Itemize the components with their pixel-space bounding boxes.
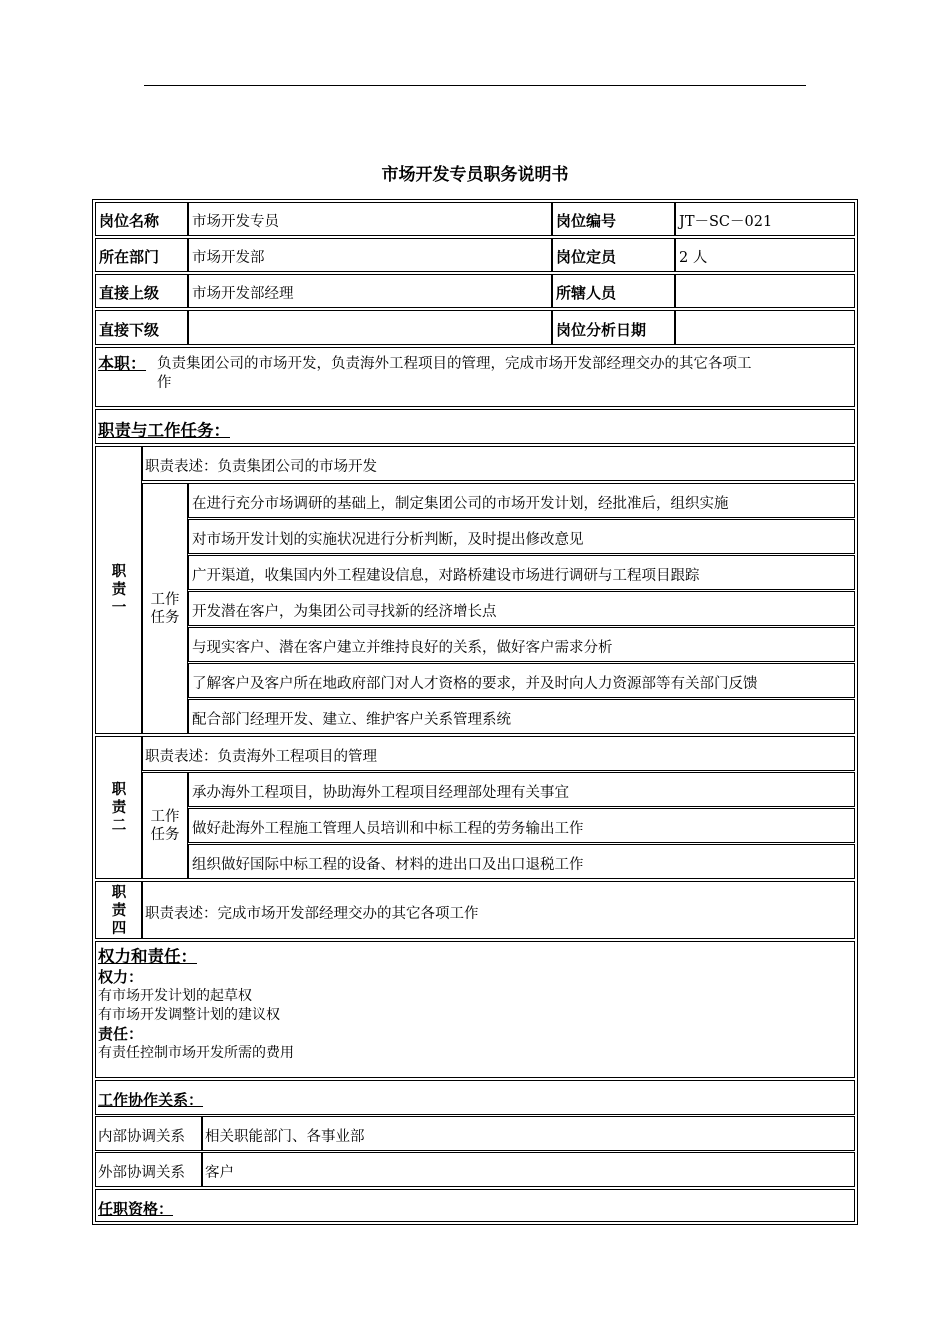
internal-coop-value: 相关职能部门、各事业部 <box>205 1129 365 1145</box>
duty-summary-row <box>95 347 855 407</box>
post-name-value: 市场开发专员 <box>192 214 279 230</box>
task-text: 承办海外工程项目，协助海外工程项目经理部处理有关事宜 <box>192 785 569 801</box>
duty1-task-7 <box>188 699 855 734</box>
post-code-label: 岗位编号 <box>556 212 617 230</box>
duty-summary-line1: 负责集团公司的市场开发，负责海外工程项目的管理，完成市场开发部经理交办的其它各项工 <box>157 356 752 372</box>
post-name-label: 岗位名称 <box>99 212 160 230</box>
external-coop-cell <box>202 1152 855 1187</box>
duty2-desc-cell <box>142 736 855 771</box>
managed-cell <box>675 274 855 308</box>
duty2-label: 职责二 <box>111 782 127 834</box>
duty4-label: 职责四 <box>111 885 127 937</box>
post-name-cell <box>188 202 552 236</box>
quota-label-cell <box>552 238 675 272</box>
duty-summary-label: 本职： <box>98 354 147 373</box>
task-text: 对市场开发计划的实施状况进行分析判断，及时提出修改意见 <box>192 532 584 548</box>
managed-label: 所辖人员 <box>556 284 617 302</box>
internal-coop-label: 内部协调关系 <box>98 1129 185 1145</box>
task-text: 做好赴海外工程施工管理人员培训和中标工程的劳务输出工作 <box>192 821 584 837</box>
duty2-task-1 <box>188 772 855 807</box>
task-text: 广开渠道，收集国内外工程建设信息，对路桥建设市场进行调研与工程项目跟踪 <box>192 568 700 584</box>
task-text: 了解客户及客户所在地政府部门对人才资格的要求，并及时向人力资源部等有关部门反馈 <box>192 676 758 692</box>
dept-label-cell <box>95 238 188 272</box>
responsibility-item-1: 有责任控制市场开发所需的费用 <box>98 1045 294 1061</box>
duty1-task-2 <box>188 519 855 554</box>
duty2-desc: 职责表述：负责海外工程项目的管理 <box>145 749 377 765</box>
duty1-task-1 <box>188 483 855 518</box>
subordinate-label-cell <box>95 310 188 345</box>
duty1-desc-cell <box>142 446 855 481</box>
qualification-row <box>95 1189 855 1222</box>
task-text: 开发潜在客户，为集团公司寻找新的经济增长点 <box>192 604 497 620</box>
analysis-date-label-cell <box>552 310 675 345</box>
power-item-1: 有市场开发计划的起草权 <box>98 988 252 1004</box>
superior-label-cell <box>95 274 188 308</box>
power-header: 权力和责任： <box>98 947 197 966</box>
duty1-task-label-cell <box>142 483 188 734</box>
task-text: 与现实客户、潜在客户建立并维持良好的关系，做好客户需求分析 <box>192 640 613 656</box>
duty2-label-cell <box>95 736 142 879</box>
post-code-cell <box>675 202 855 236</box>
analysis-date-label: 岗位分析日期 <box>556 321 647 339</box>
external-coop-label: 外部协调关系 <box>98 1165 185 1181</box>
post-code-value: JT－SC－021 <box>679 214 773 230</box>
duties-header: 职责与工作任务： <box>98 421 230 440</box>
document-title: 市场开发专员职务说明书 <box>381 165 569 185</box>
task-text: 在进行充分市场调研的基础上，制定集团公司的市场开发计划，经批准后，组织实施 <box>192 496 729 512</box>
duty2-task-label: 工作任务 <box>150 809 180 843</box>
duties-header-row <box>95 409 855 444</box>
superior-cell <box>188 274 552 308</box>
superior-value: 市场开发部经理 <box>192 286 294 302</box>
subordinate-label: 直接下级 <box>99 321 160 339</box>
dept-cell <box>188 238 552 272</box>
responsibility-label: 责任： <box>98 1025 144 1043</box>
dept-label: 所在部门 <box>99 248 160 266</box>
job-description-table <box>92 199 858 1225</box>
external-coop-label-cell <box>95 1152 202 1187</box>
duty2-task-label-cell <box>142 772 188 879</box>
top-rule <box>144 85 806 86</box>
superior-label: 直接上级 <box>99 284 160 302</box>
task-text: 配合部门经理开发、建立、维护客户关系管理系统 <box>192 712 511 728</box>
duty1-task-3 <box>188 555 855 590</box>
post-code-label-cell <box>552 202 675 236</box>
power-label: 权力： <box>98 968 144 986</box>
internal-coop-cell <box>202 1116 855 1151</box>
dept-value: 市场开发部 <box>192 250 265 266</box>
task-text: 组织做好国际中标工程的设备、材料的进出口及出口退税工作 <box>192 857 584 873</box>
managed-label-cell <box>552 274 675 308</box>
coop-header-row <box>95 1080 855 1115</box>
duty4-desc: 职责表述：完成市场开发部经理交办的其它各项工作 <box>145 906 479 922</box>
coop-header: 工作协作关系： <box>98 1091 204 1109</box>
internal-coop-label-cell <box>95 1116 202 1151</box>
duty1-task-5 <box>188 627 855 662</box>
duty1-desc: 职责表述：负责集团公司的市场开发 <box>145 459 377 475</box>
duty2-task-2 <box>188 808 855 843</box>
duty1-task-6 <box>188 663 855 698</box>
quota-value: 2 人 <box>679 250 708 266</box>
duty1-task-4 <box>188 591 855 626</box>
duty1-task-label: 工作任务 <box>150 592 180 626</box>
duty1-label: 职责一 <box>111 564 127 616</box>
duty1-label-cell <box>95 446 142 734</box>
post-name-label-cell <box>95 202 188 236</box>
power-responsibility-row <box>95 941 855 1078</box>
duty4-label-cell <box>95 881 142 939</box>
quota-cell <box>675 238 855 272</box>
duty4-desc-cell <box>142 881 855 939</box>
power-item-2: 有市场开发调整计划的建议权 <box>98 1007 280 1023</box>
qualification-header: 任职资格： <box>98 1200 174 1218</box>
external-coop-value: 客户 <box>205 1165 234 1181</box>
subordinate-cell <box>188 310 552 345</box>
duty2-task-3 <box>188 844 855 879</box>
duty-summary-line2: 作 <box>157 375 172 391</box>
quota-label: 岗位定员 <box>556 248 617 266</box>
analysis-date-cell <box>675 310 855 345</box>
